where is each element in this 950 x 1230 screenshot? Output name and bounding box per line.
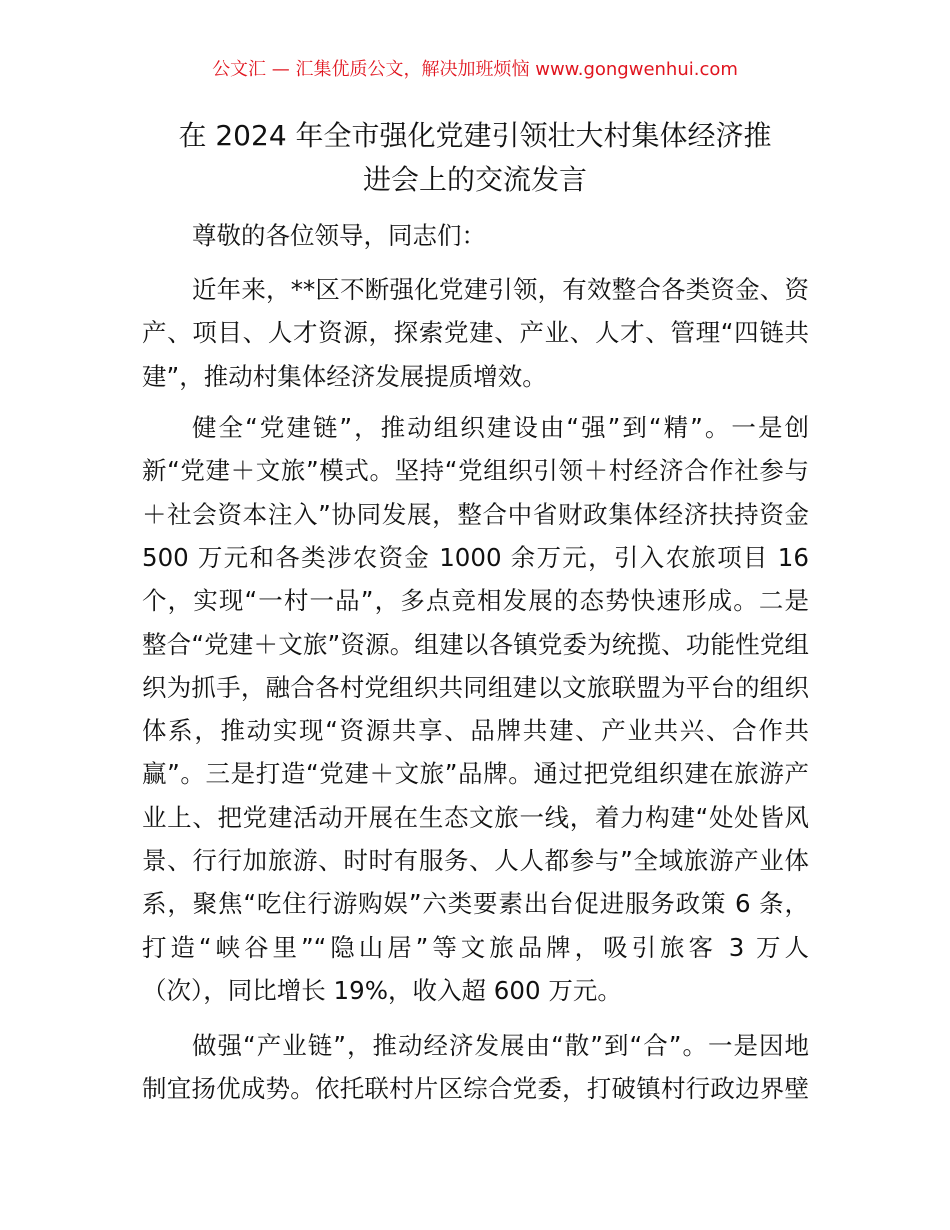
watermark-header: 公文汇 — 汇集优质公文，解决加班烦恼 www.gongwenhui.com [212, 59, 738, 80]
paragraph-2-line: 体系，推动实现“资源共享、品牌共建、产业共兴、合作共 [142, 716, 809, 746]
paragraph-2-line: 打造“峡谷里”“隐山居”等文旅品牌，吸引旅客 3 万人 [142, 932, 809, 962]
paragraph-1-line: 产、项目、人才资源，探索党建、产业、人才、管理“四链共 [142, 318, 809, 348]
paragraph-2-line: 个，实现“一村一品”，多点竞相发展的态势快速形成。二是 [142, 586, 809, 616]
paragraph-2-line: 景、行行加旅游、时时有服务、人人都参与”全域旅游产业体 [142, 846, 809, 875]
paragraph-2-line: 系，聚焦“吃住行游购娱”六类要素出台促进服务政策 6 条， [142, 889, 809, 919]
paragraph-3-line: 制宜扬优成势。依托联村片区综合党委，打破镇村行政边界壁 [142, 1074, 809, 1104]
paragraph-2-line: ＋社会资本注入”协同发展，整合中省财政集体经济扶持资金 [142, 499, 809, 529]
paragraph-2-line: 业上、把党建活动开展在生态文旅一线，着力构建“处处皆风 [142, 802, 809, 832]
paragraph-1-line: 建”，推动村集体经济发展提质增效。 [142, 361, 547, 391]
paragraph-2-line: （次），同比增长 19%，收入超 600 万元。 [142, 975, 622, 1005]
paragraph-2-line: 整合“党建＋文旅”资源。组建以各镇党委为统揽、功能性党组 [142, 629, 809, 659]
paragraph-1-line: 近年来，**区不断强化党建引领，有效整合各类资金、资 [192, 275, 809, 304]
document-title-line: 进会上的交流发言 [362, 163, 587, 196]
paragraph-3-line: 做强“产业链”，推动经济发展由“散”到“合”。一是因地 [192, 1031, 809, 1060]
document-title-line: 在 2024 年全市强化党建引领壮大村集体经济推 [178, 119, 772, 152]
paragraph-2-line: 500 万元和各类涉农资金 1000 余万元，引入农旅项目 16 [142, 542, 809, 572]
paragraph-2-line: 新“党建＋文旅”模式。坚持“党组织引领＋村经济合作社参与 [142, 456, 809, 486]
paragraph-2-line: 健全“党建链”，推动组织建设由“强”到“精”。一是创 [192, 413, 809, 442]
paragraph-2-line: 织为抓手，融合各村党组织共同组建以文旅联盟为平台的组织 [142, 672, 809, 702]
paragraph-2-line: 赢”。三是打造“党建＋文旅”品牌。通过把党组织建在旅游产 [142, 759, 809, 789]
salutation: 尊敬的各位领导，同志们： [192, 221, 486, 250]
